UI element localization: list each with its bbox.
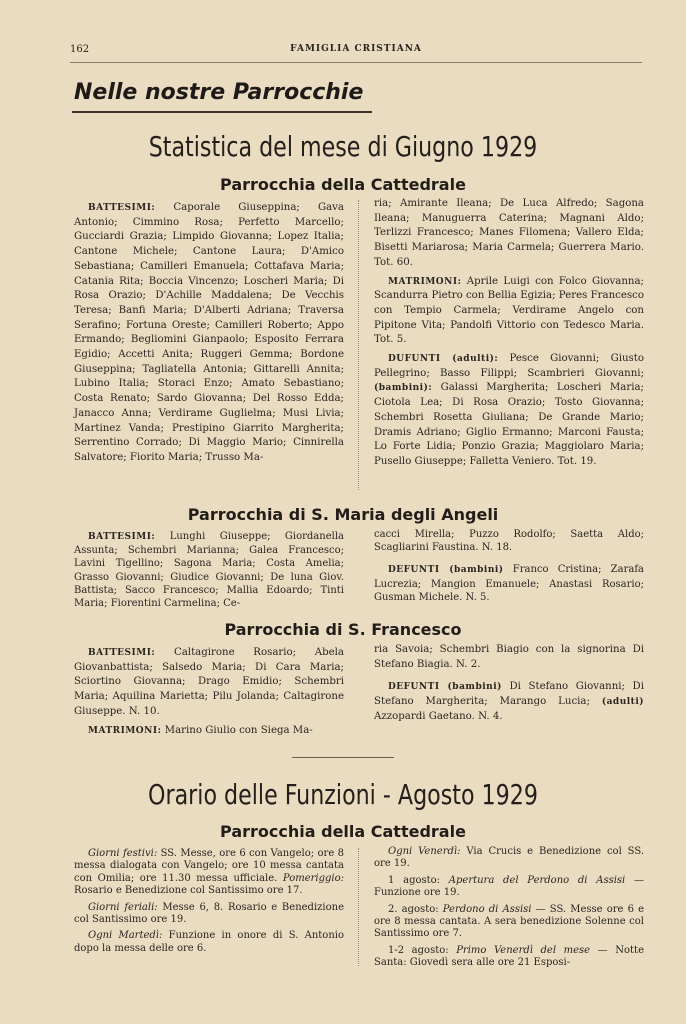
cattedrale-left-column [74, 201, 344, 466]
schedule-entry: Giorni festivi: SS. Messe, ore 6 con Vangelo; ore 8 messa dialogata con Vangelo; ore 10 messa cantata con Omilia; ore 11.30 messa ufficiale. Pomeriggio: Rosario e Benedizione col Santissimo ore 17. [74, 848, 344, 897]
battesimi-continued: cacci Mirella; Puzzo Rodolfo; Saetta Aldo; Scagliarini Faustina. N. 18. [374, 529, 644, 554]
cattedrale-battesimi [74, 201, 344, 466]
defunti-label: DUFUNTI (adulti): [388, 354, 499, 365]
section-separator [292, 757, 394, 758]
parish-title-angeli: Parrocchia di S. Maria degli Angeli [187, 505, 499, 524]
running-header [70, 44, 642, 60]
matrimoni-label: MATRIMONI: [88, 725, 162, 736]
battesimi-label: BATTESIMI: [88, 532, 156, 542]
header-rule [70, 62, 642, 63]
parish-title-francesco: Parrocchia di S. Francesco [224, 620, 462, 639]
schedule-entry: 2. agosto: Perdono di Assisi — SS. Messe ore 6 e ore 8 messa cantata. A sera benedizione Solenne col Santissimo ore 7. [374, 903, 644, 940]
battesimi-label: BATTESIMI: [88, 203, 156, 213]
defunti-label: DEFUNTI (bambini) [388, 565, 504, 576]
schedule-entry: Giorni feriali: Messe 6, 8. Rosario e Benedizione col Santissimo ore 19. [74, 901, 344, 926]
defunti-adulti-text: Azzopardi Gaetano. N. 4. [374, 710, 503, 722]
battesimi-text: Caltagirone Rosario; Abela Giovanbattista; Salsedo Maria; Di Cara Maria; Sciortino Giovanna; Drago Emidio; Schembri Maria; Aquilina Marietta; Pilu Jolanda; Caltagirone Giuseppe. N. 10. [74, 647, 344, 717]
schedule-entry: 1 agosto: Apertura del Perdono di Assisi — Funzione ore 19. [374, 874, 644, 899]
matrimoni-continued: ria Savoia; Schembri Biagio con la signorina Di Stefano Biagia. N. 2. [374, 644, 644, 670]
cattedrale-defunti [374, 352, 644, 470]
angeli-left-column [74, 530, 344, 610]
schedule-entry: 1-2 agosto: Primo Venerdì del mese — Notte Santa: Giovedì sera alle ore 21 Esposi- [374, 944, 644, 969]
magazine-title: FAMIGLIA CRISTIANA [290, 44, 422, 54]
parish-title-orario: Parrocchia della Cattedrale [220, 822, 466, 841]
cattedrale-matrimoni [374, 275, 644, 349]
matrimoni-text: Aprile Luigi con Folco Giovanna; Scandurra Pietro con Bellia Egizia; Peres Francesco con Tempio Carmela; Verdirame Angelo con Pipitone Vita; Pandolfi Vittorio con Tedesco Maria. Tot. 5. [374, 275, 644, 346]
francesco-right-column [374, 643, 644, 725]
angeli-right-column [374, 528, 644, 604]
angeli-defunti [374, 563, 644, 604]
matrimoni-label: MATRIMONI: [388, 276, 462, 287]
section-heading: Nelle nostre Parrocchie [74, 80, 364, 105]
battesimi-continued: ria; Amirante Ileana; De Luca Alfredo; Sagona Ileana; Manuguerra Caterina; Magnani Aldo; Terlizzi Francesco; Manes Filomena; Vallero Elda; Bisetti Mariarosa; Maria Carmela; Guerrera Mario. Tot. 60. [374, 198, 644, 268]
schedule-entry: Ogni Martedì: Funzione in onore di S. Antonio dopo la messa delle ore 6. [74, 930, 344, 954]
column-divider [358, 200, 359, 490]
defunti-bambini-text: Di Stefano Giovanni; Di Stefano Margherita; Marango Lucia; [374, 681, 644, 708]
battesimi-text: Caporale Giuseppina; Gava Antonio; Cimmino Rosa; Perfetto Marcello; Gucciardi Grazia; Limpido Giovanna; Lopez Italia; Cantone Michele; Cantone Laura; D'Amico Sebastiana; Camilleri Emanuela; Cottafava Maria; Catania Rita; Boccia Vincenzo; Loscheri Maria; Di Rosa Orazio; D'Achille Maddalena; De Vecchis Teresa; Banfi Maria; D'Alberti Adriana; Traversa Serafino; Fortuna Oreste; Camilleri Roberto; Appo Ermando; Begliomini Gianpaolo; Esposito Ferrara Egidio; Accetti Anita; Ruggeri Gemma; Bordone Giuseppina; Tagliatella Antonia; Gittarelli Annita; Lubino Italia; Storaci Enzo; Amato Sebastiano; Costa Renato; Sardo Giovanna; Del Rosso Edda; Janacco Anna; Verdirame Guglielma; Musi Livia; Martinez Vanda; Prestipino Giarrito Margherita; Serrentino Corrado; Di Maggio Mario; Cinnirella Salvatore; Fiorito Maria; Trusso Ma- [74, 202, 344, 463]
battesimi-label: BATTESIMI: [88, 648, 156, 658]
battesimi-text: Lunghi Giuseppe; Giordanella Assunta; Schembri Marianna; Galea Francesco; Lavini Tigellino; Sagona Maria; Costa Amelia; Grasso Giovanni; Giudice Giovanni; De luna Giov. Battista; Sacco Francesco; Mallia Edoardo; Tinti Maria; Fiorentini Carmelina; Ce- [74, 531, 344, 610]
defunti-text: Franco Cristina; Zarafa Lucrezia; Mangion Emanuele; Anastasi Rosario; Gusman Michele. N. 5. [374, 564, 644, 603]
schedule-right-column [374, 846, 644, 970]
page-number: 162 [70, 44, 90, 55]
francesco-battesimi [74, 646, 344, 720]
cattedrale-right-column [374, 197, 644, 470]
defunti-adulti-text: Pesce Giovanni; Giusto Pellegrino; Basso Filippi; Scambrieri Giovanni; [374, 353, 644, 379]
column-divider [358, 848, 359, 966]
schedule-left-column [74, 848, 344, 955]
schedule-entry: Ogni Venerdì: Via Crucis e Benedizione col SS. ore 19. [374, 846, 645, 870]
adulti-label: (adulti) [601, 697, 644, 708]
parish-title-cattedrale: Parrocchia della Cattedrale [220, 175, 466, 194]
matrimoni-text: Marino Giulio con Siega Ma- [164, 724, 313, 736]
francesco-defunti [374, 680, 644, 724]
section-heading-rule [72, 111, 372, 113]
francesco-matrimoni [74, 724, 344, 739]
francesco-left-column [74, 646, 344, 738]
defunti-bambini-text: Galassi Margherita; Loscheri Maria; Ciotola Lea; Di Rosa Orazio; Tosto Giovanna; Schembri Rosetta Giuliana; De Grande Mario; Dramis Adriano; Giglio Ermanno; Marconi Fausta; Lo Forte Lidia; Ponzio Grazia; Maggiolaro Maria; Pusello Giuseppe; Falletta Veniero. Tot. 19. [374, 382, 644, 467]
angeli-battesimi [74, 530, 344, 610]
schedule-title: Orario delle Funzioni - Agosto 1929 [148, 778, 538, 811]
statistics-title: Statistica del mese di Giugno 1929 [148, 130, 538, 163]
bambini-label: (bambini): [374, 383, 433, 394]
defunti-label: DEFUNTI (bambini) [388, 682, 502, 693]
